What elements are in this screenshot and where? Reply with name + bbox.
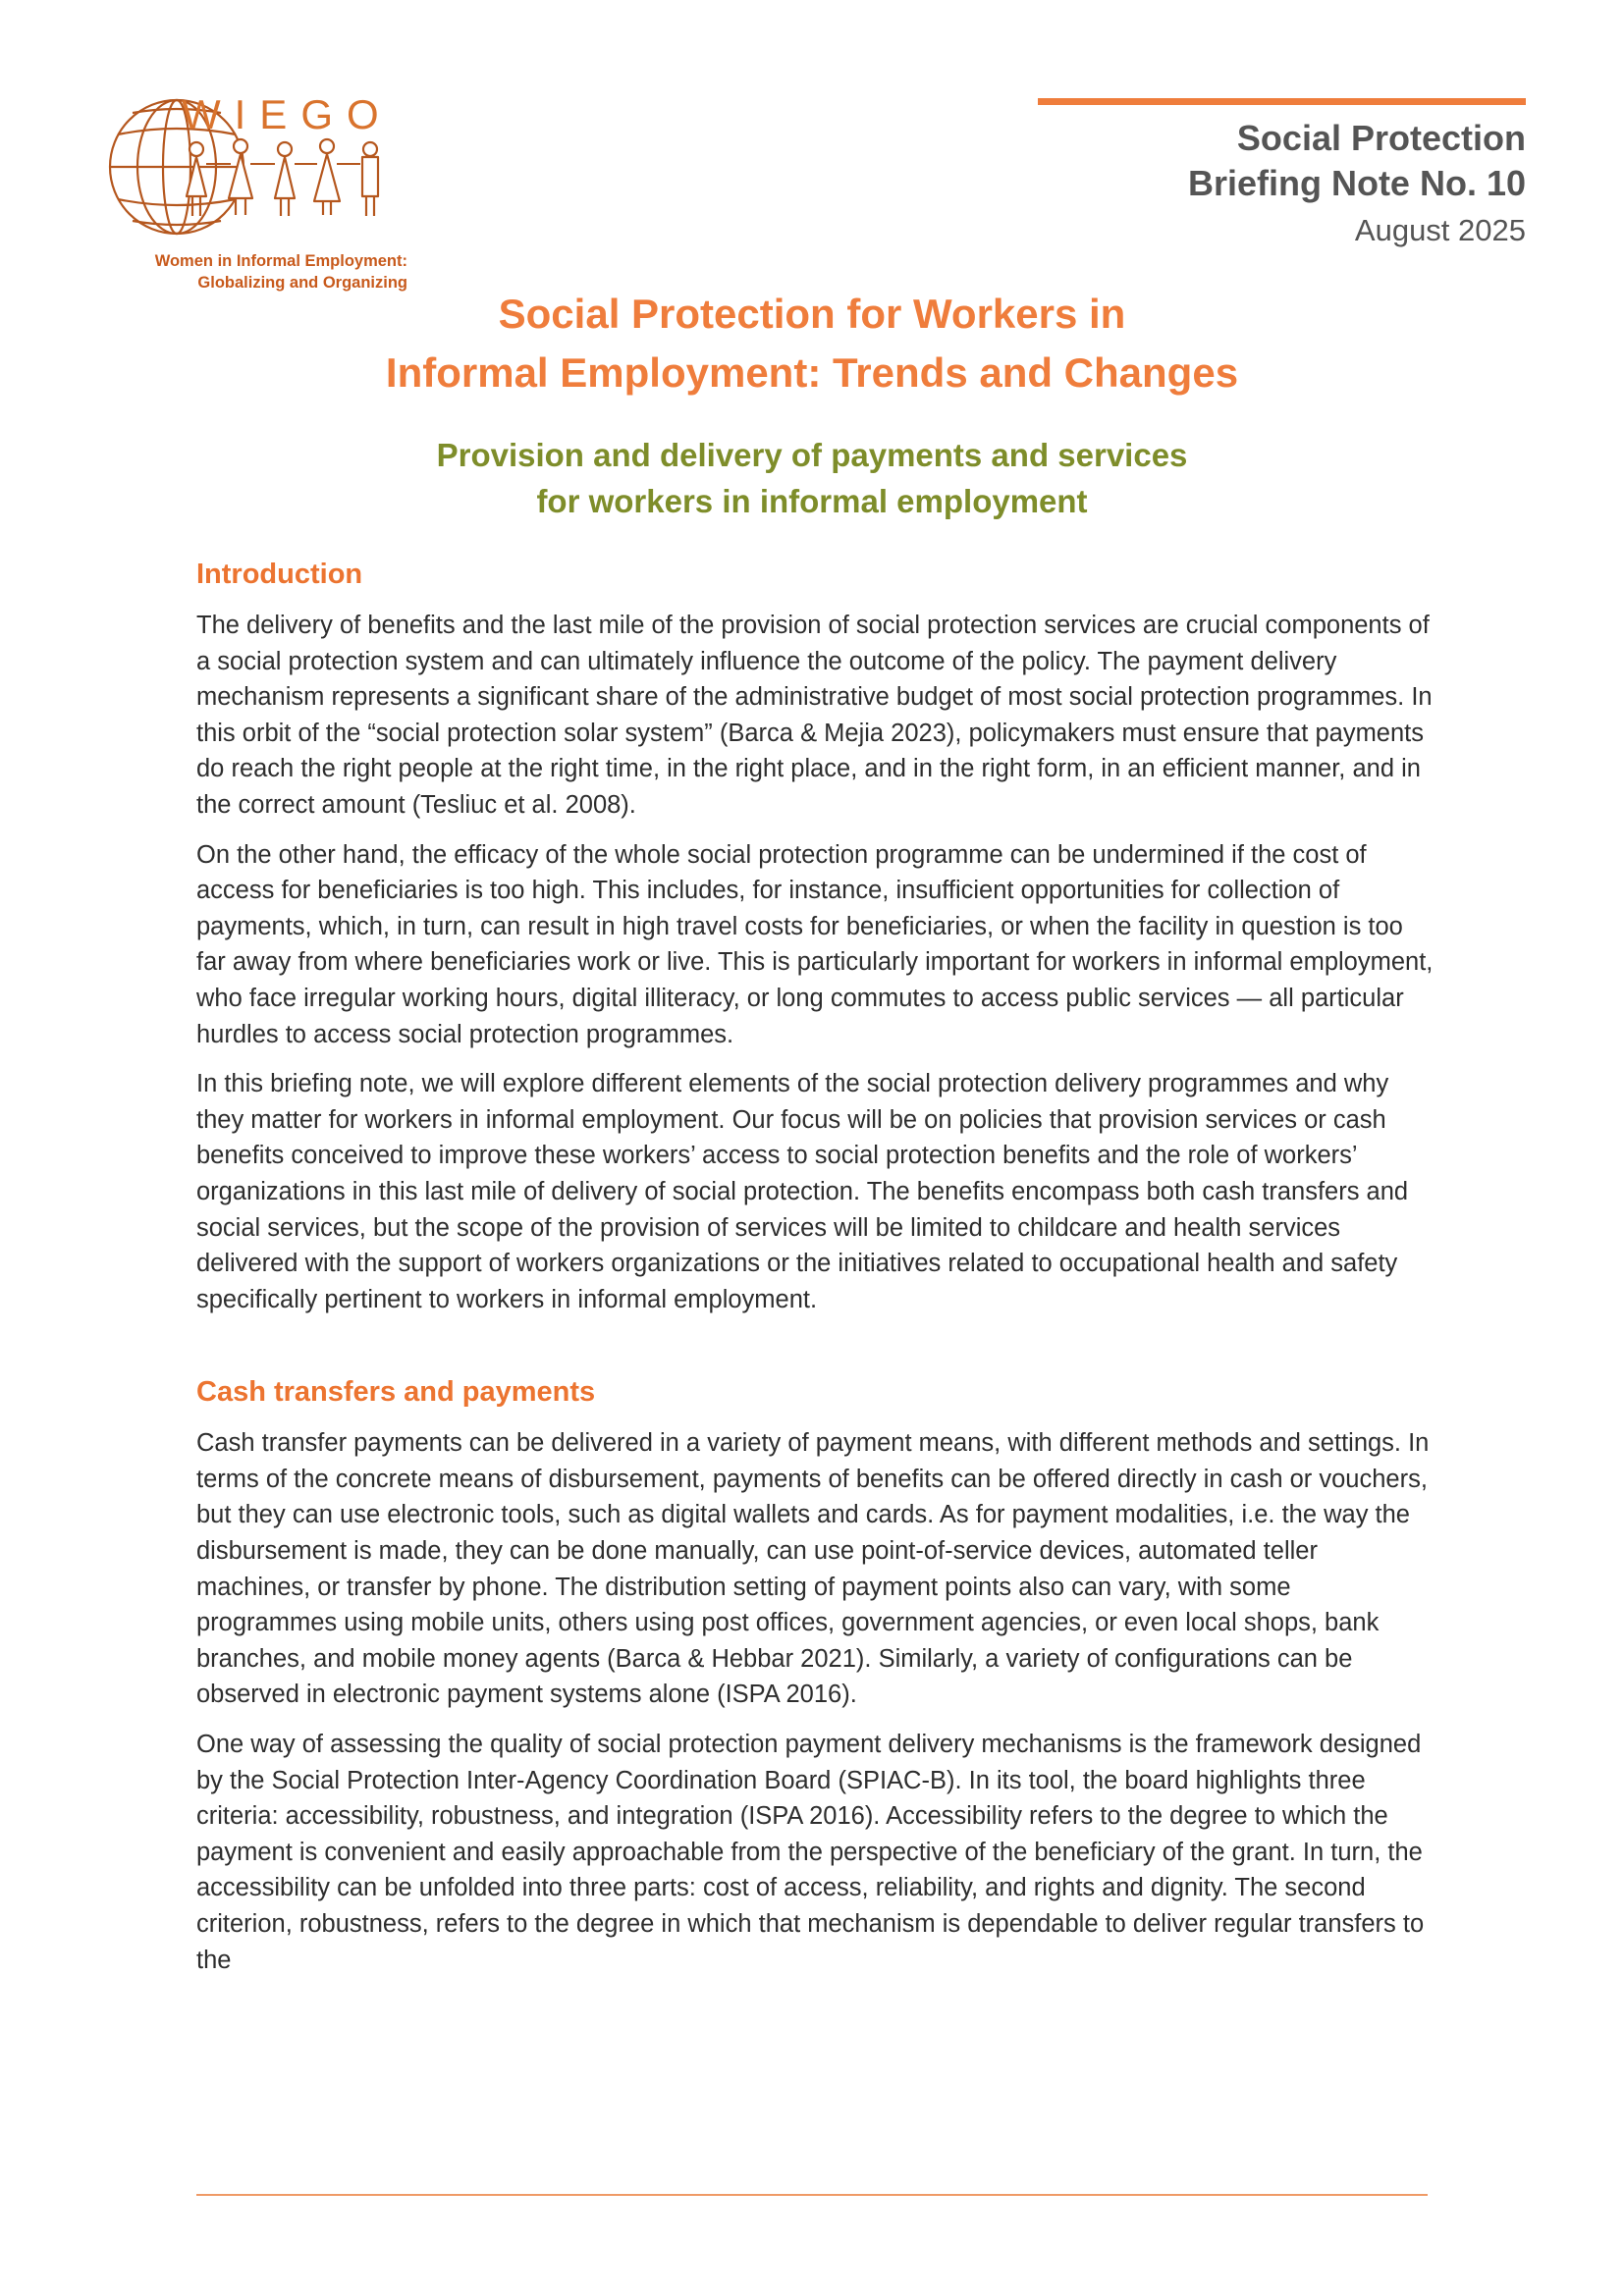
- paragraph: Cash transfer payments can be delivered in a variety of payment means, with different methods and settings. In terms of the concrete means of disbursement, payments of benefits can be offered directly in cash or vouchers, but they can use electronic tools, such as digital wallets and cards. As for payment modalities, i.e. the way the disbursement is made, they can be done manually, can use point-of-service devices, automated teller machines, or transfer by phone. The distribution setting of payment points also can vary, with some programmes using mobile units, others using post offices, government agencies, or even local shops, bank branches, and mobile money agents (Barca & Hebbar 2021). Similarly, a variety of configurations can be observed in electronic payment systems alone (ISPA 2016).: [196, 1429, 1430, 1709]
- paragraph: On the other hand, the efficacy of the whole social protection programme can be undermined if the cost of access for beneficiaries is too high. This includes, for instance, insufficient opportunities for collection of payments, which, in turn, can result in high travel costs for beneficiaries, or when the facility in question is too far away from where beneficiaries work or live. This is particularly important for workers in informal employment, who face irregular working hours, digital illiteracy, or long commutes to access public services — all particular hurdles to access social protection programmes.: [196, 840, 1434, 1048]
- wiego-logo: [93, 93, 417, 299]
- logo-tagline-line2: Globalizing and Organizing: [197, 274, 407, 292]
- paragraph: One way of assessing the quality of social protection payment delivery mechanisms is the framework designed by the Social Protection Inter-Agency Coordination Board (SPIAC-B). In its tool, the board highlights three criteria: accessibility, robustness, and integration (ISPA 2016). Accessibility refers to the degree to which the payment is convenient and easily approachable from the perspective of the beneficiary of the grant. In turn, the accessibility can be unfolded into three parts: cost of access, reliability, and rights and dignity. The second criterion, robustness, refers to the degree in which that mechanism is dependable to deliver regular transfers to the: [196, 1731, 1425, 1974]
- header-accent-rule: [1038, 98, 1526, 105]
- document-subtitle: [0, 432, 1624, 524]
- paragraph: The delivery of benefits and the last mile of the provision of social protection services are crucial components of a social protection system and can ultimately influence the outcome of the policy. The payment delivery mechanism represents a significant share of the administrative budget of most social protection programmes. In this orbit of the “social protection solar system” (Barca & Mejia 2023), policymakers must ensure that payments do reach the right people at the right time, in the right place, and in the right form, in an efficient manner, and in the correct amount (Tesliuc et al. 2008).: [196, 612, 1433, 819]
- publication-date: August 2025: [1354, 213, 1526, 247]
- footer-rule: [196, 2194, 1428, 2196]
- series-name: Social Protection: [1236, 118, 1526, 158]
- series-number: Briefing Note No. 10: [1187, 163, 1526, 203]
- document-subtitle-line1: Provision and delivery of payments and services: [436, 437, 1188, 473]
- paragraph: In this briefing note, we will explore different elements of the social protection delivery programmes and why they matter for workers in informal employment. Our focus will be on policies that provision services or cash benefits conceived to improve these workers’ access to social protection benefits and the role of workers’ organizations in this last mile of delivery of social protection. The benefits encompass both cash transfers and social services, but the scope of the provision of services will be limited to childcare and health services delivered with the support of workers organizations or the initiatives related to occupational health and safety specifically pertinent to workers in informal employment.: [196, 1070, 1409, 1313]
- body-content: [196, 555, 1434, 1992]
- logo-tagline-line1: Women in Informal Employment:: [154, 252, 407, 270]
- logo-wordmark: WIEGO: [182, 91, 393, 137]
- section-heading: Cash transfers and payments: [196, 1376, 596, 1409]
- document-title-line2: Informal Employment: Trends and Changes: [385, 349, 1239, 396]
- section-spacer: [196, 1331, 1434, 1372]
- document-title-line1: Social Protection for Workers in: [498, 291, 1126, 337]
- section-cash-transfers: [196, 1372, 1434, 1978]
- document-subtitle-line2: for workers in informal employment: [536, 483, 1088, 519]
- series-info: [1188, 116, 1526, 255]
- section-heading: Introduction: [196, 559, 363, 590]
- document-title: [0, 285, 1624, 402]
- section-introduction: [196, 555, 1434, 1317]
